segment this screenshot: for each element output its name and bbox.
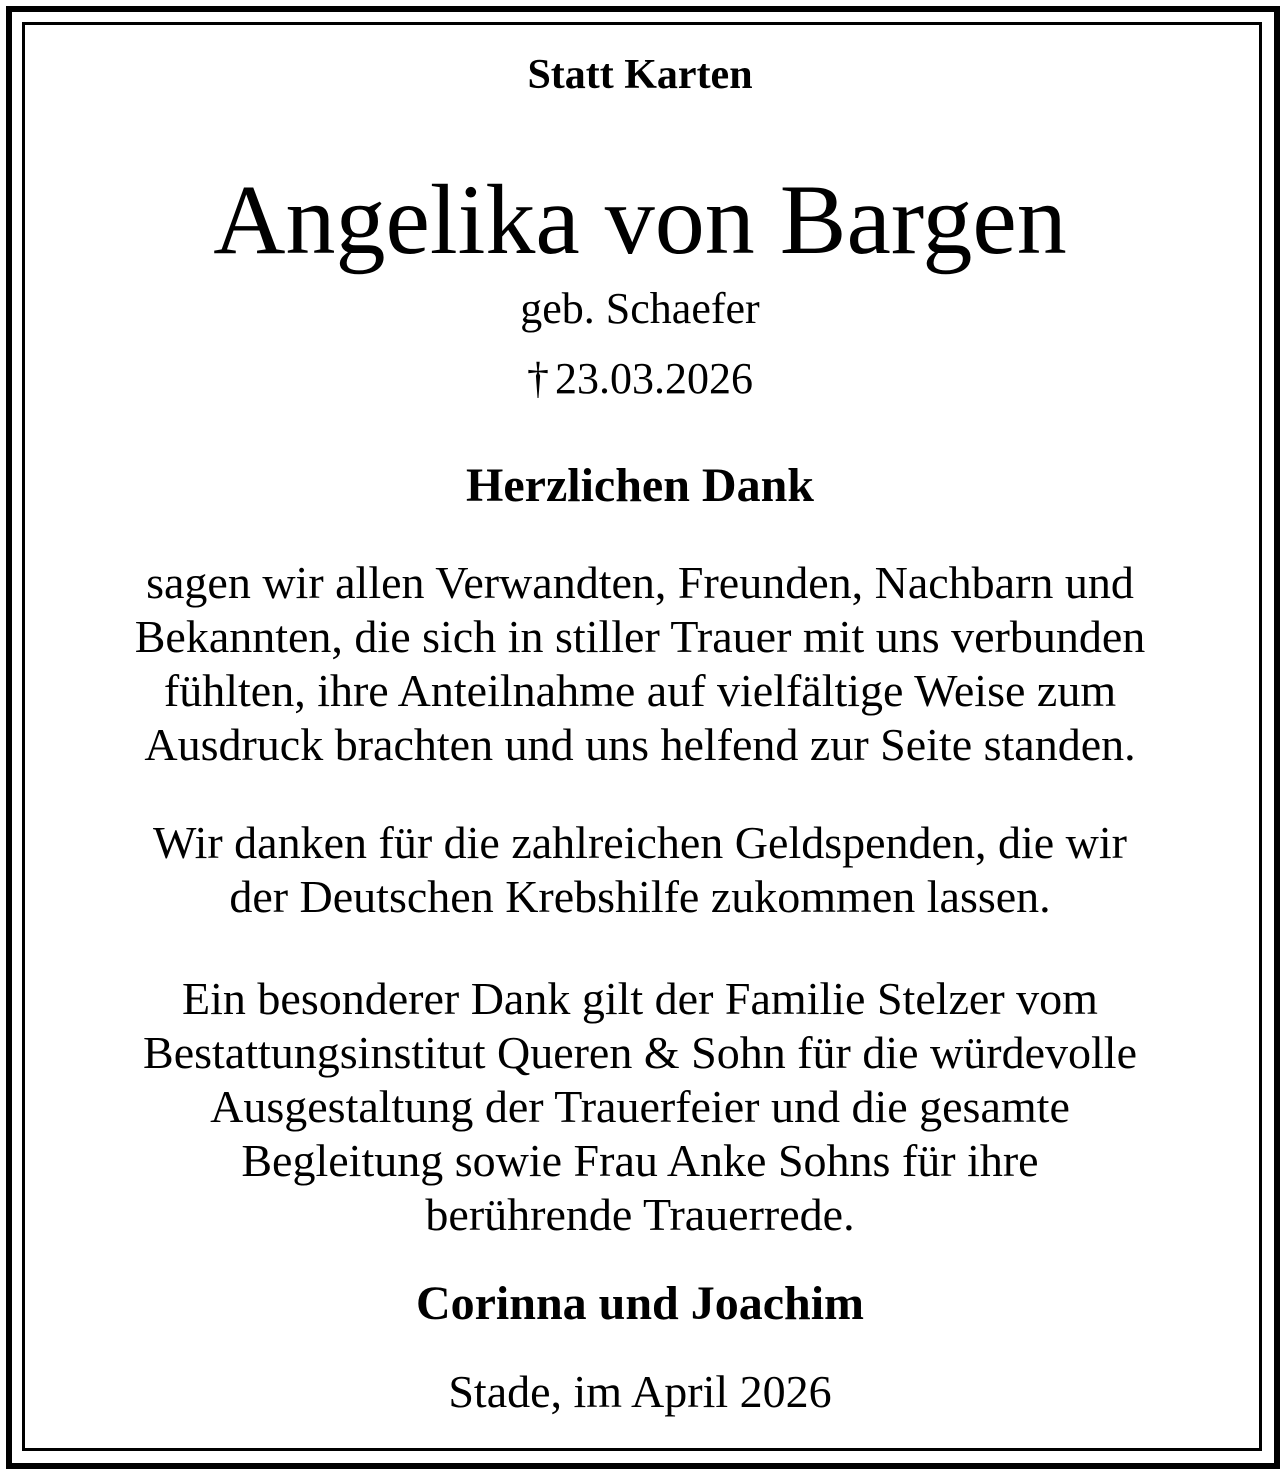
paragraph-line: Ein besonderer Dank gilt der Familie Stelzer vom [182, 973, 1098, 1024]
signature: Corinna und Joachim [415, 1277, 865, 1330]
paragraph-line: Ausdruck brachten und uns helfend zur Seite standen. [144, 719, 1136, 770]
paragraph-line: der Deutschen Krebshilfe zukommen lassen. [229, 871, 1051, 922]
paragraph-line: Wir danken für die zahlreichen Geldspenden, die wir [153, 817, 1127, 868]
maiden-name: geb. Schaefer [520, 284, 760, 333]
thanks-title: Herzlichen Dank [466, 459, 814, 512]
paragraph-line: Bestattungsinstitut Queren & Sohn für die würdevolle [143, 1027, 1137, 1078]
paragraph-special-thanks [40, 972, 1240, 1242]
paragraph-line: berührende Trauerrede. [425, 1189, 855, 1240]
dagger-icon: † [527, 354, 549, 403]
paragraph-line: Bekannten, die sich in stiller Trauer mit uns verbunden [134, 611, 1146, 662]
header-statt-karten: Statt Karten [527, 52, 753, 98]
deceased-name: Angelika von Bargen [213, 164, 1067, 275]
paragraph-line: Begleitung sowie Frau Anke Sohns für ihre [241, 1135, 1039, 1186]
paragraph-donations [40, 816, 1240, 924]
paragraph-thanks [40, 556, 1240, 772]
paragraph-line: sagen wir allen Verwandten, Freunden, Nachbarn und [146, 557, 1134, 608]
death-date: 23.03.2026 [555, 354, 753, 403]
death-date-line [40, 352, 1240, 406]
paragraph-line: fühlten, ihre Anteilnahme auf vielfältige Weise zum [163, 665, 1117, 716]
paragraph-line: Ausgestaltung der Trauerfeier und die gesamte [210, 1081, 1070, 1132]
place-date: Stade, im April 2026 [448, 1366, 832, 1417]
